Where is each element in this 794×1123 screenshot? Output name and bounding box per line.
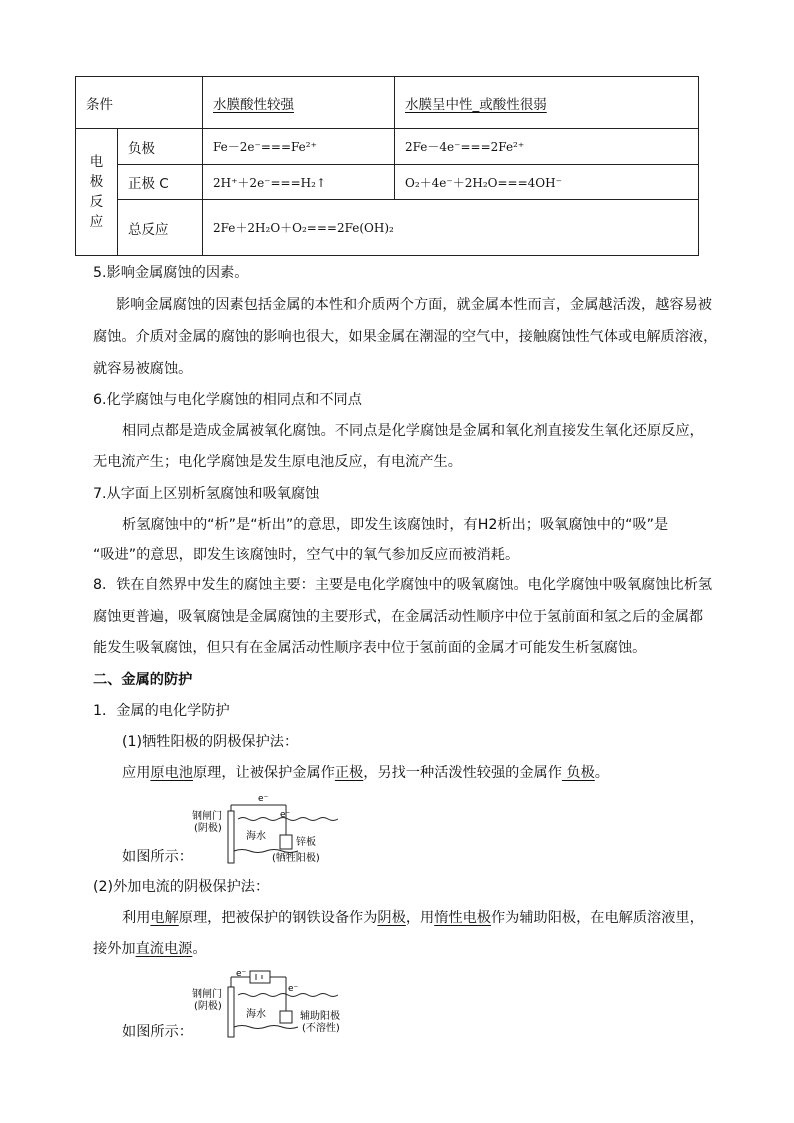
svg-text:e⁻: e⁻ — [236, 969, 247, 979]
method-1-text: 应用原电池原理，让被保护金属作正极，另找一种活泼性较强的金属作 负极。 — [122, 765, 609, 781]
para-6-line1: 相同点都是造成金属被氧化腐蚀。不同点是化学腐蚀是金属和氧化剂直接发生氧化还原反应， — [122, 423, 704, 439]
anode-neutral: 2Fe－4e⁻===2Fe²⁺ — [395, 129, 699, 165]
svg-text:(不溶性): (不溶性) — [302, 1023, 340, 1034]
row-label-cathode: 正极 C — [118, 165, 203, 200]
method-2-text-line1: 利用电解原理，把被保护的钢铁设备作为阴极，用惰性电极作为辅助阳极，在电解质溶液里， — [122, 910, 704, 926]
total-reaction: 2Fe＋2H₂O＋O₂===2Fe(OH)₂ — [203, 200, 699, 256]
power-source-shape — [250, 971, 270, 983]
svg-text:钢闸门: 钢闸门 — [192, 811, 222, 822]
para-5-line1: 影响金属腐蚀的因素包括金属的本性和介质两个方面，就金属本性而言，金属越活泼，越容易被 — [116, 297, 712, 313]
svg-text:e⁻: e⁻ — [280, 810, 291, 820]
para-8-line3: 能发生吸氧腐蚀，但只有在金属活动性顺序表中位于氢前面的金属才可能发生析氢腐蚀。 — [93, 640, 647, 656]
svg-text:锌板: 锌板 — [296, 837, 316, 848]
table-header-neutral: 水膜呈中性_或酸性很弱 — [395, 77, 699, 129]
figure-2-caption: 如图所示： — [122, 1024, 193, 1040]
para-6-line2: 无电流产生；电化学腐蚀是发生原电池反应，有电流产生。 — [93, 454, 462, 470]
condition-table — [75, 76, 699, 256]
table-header-acid: 水膜酸性较强 — [203, 77, 395, 129]
table-header-condition: 条件 — [76, 77, 203, 129]
row-label-total: 总反应 — [118, 200, 203, 256]
figure-sacrificial-anode — [190, 793, 370, 865]
zinc-plate-shape — [280, 835, 292, 849]
svg-text:海水: 海水 — [246, 1009, 266, 1020]
method-2-text-line2: 接外加直流电源。 — [93, 941, 207, 957]
svg-text:e⁻: e⁻ — [258, 794, 269, 804]
anode-acid: Fe－2e⁻===Fe²⁺ — [203, 129, 395, 165]
para-5-line2: 腐蚀。介质对金属的腐蚀的影响也很大，如果金属在潮湿的空气中，接触腐蚀性气体或电解质溶液， — [93, 329, 718, 345]
cathode-acid: 2H⁺＋2e⁻===H₂↑ — [203, 165, 395, 200]
para-7-line2: “吸进”的意思，即发生该腐蚀时，空气中的氧气参加反应而被消耗。 — [93, 547, 520, 563]
svg-text:(阴极): (阴极) — [194, 1001, 222, 1012]
heading-7: 7.从字面上区别析氢腐蚀和吸氧腐蚀 — [93, 486, 320, 502]
para-8-line2: 腐蚀更普遍，吸氧腐蚀是金属腐蚀的主要形式，在金属活动性顺序中位于氢前面和氢之后的金属都 — [93, 609, 704, 625]
table-group-label: 电 极 反 应 — [76, 129, 118, 256]
svg-text:(阴极): (阴极) — [194, 823, 222, 834]
auxiliary-anode-shape — [280, 1011, 292, 1023]
steel-gate-shape — [228, 987, 234, 1037]
svg-text:辅助阳极: 辅助阳极 — [300, 1011, 340, 1022]
steel-gate-shape — [228, 811, 234, 863]
para-5-line3: 就容易被腐蚀。 — [93, 361, 193, 377]
method-2-title: (2)外加电流的阴极保护法： — [93, 879, 270, 895]
para-7-line1: 析氢腐蚀中的“析”是“析出”的意思，即发生该腐蚀时，有H2析出；吸氧腐蚀中的“吸”是 — [122, 517, 669, 533]
svg-text:(牺牲阳极): (牺牲阳极) — [272, 853, 320, 864]
figure-impressed-current — [190, 967, 370, 1039]
method-1-title: (1)牺牲阳极的阴极保护法： — [122, 734, 299, 750]
svg-text:钢闸门: 钢闸门 — [192, 989, 222, 1000]
figure-1-caption: 如图所示： — [122, 849, 193, 865]
item-1-title: 1．金属的电化学防护 — [93, 703, 230, 719]
heading-6: 6.化学腐蚀与电化学腐蚀的相同点和不同点 — [93, 392, 362, 408]
row-label-anode: 负极 — [118, 129, 203, 165]
cathode-neutral: O₂＋4e⁻＋2H₂O===4OH⁻ — [395, 165, 699, 200]
svg-text:e⁻: e⁻ — [288, 984, 299, 994]
svg-text:海水: 海水 — [246, 831, 266, 842]
section-2-title: 二、金属的防护 — [93, 672, 193, 688]
para-8-line1: 8．铁在自然界中发生的腐蚀主要：主要是电化学腐蚀中的吸氧腐蚀。电化学腐蚀中吸氧腐蚀比析氢 — [93, 577, 713, 593]
heading-5: 5.影响金属腐蚀的因素。 — [93, 265, 249, 281]
